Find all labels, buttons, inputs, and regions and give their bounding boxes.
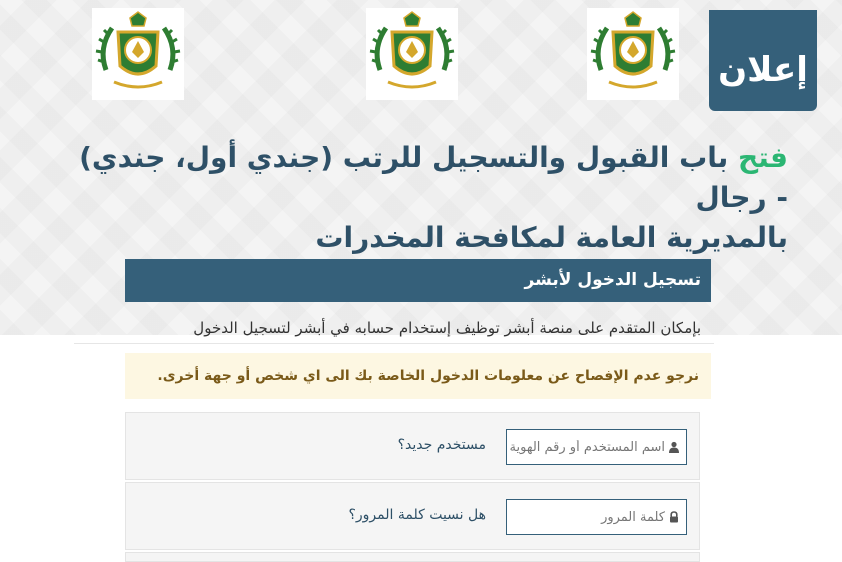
username-row xyxy=(125,412,700,480)
headline-accent: فتح xyxy=(738,141,788,174)
login-card-header xyxy=(125,259,711,302)
divider xyxy=(74,343,714,344)
password-input[interactable] xyxy=(506,510,665,525)
warning-alert-text: نرجو عدم الإفصاح عن معلومات الدخول الخاصة بك الى اي شخص أو جهة أخرى. xyxy=(157,368,699,384)
announcement-badge-label: إعلان xyxy=(718,49,808,90)
emblem-icon xyxy=(92,8,184,100)
password-row xyxy=(125,482,700,550)
new-user-link[interactable]: مستخدم جديد؟ xyxy=(397,437,486,453)
forgot-password-link[interactable]: هل نسيت كلمة المرور؟ xyxy=(348,507,486,523)
username-field[interactable] xyxy=(506,429,687,465)
login-intro-text: بإمكان المتقدم على منصة أبشر توظيف إستخدام حسابه في أبشر لتسجيل الدخول xyxy=(193,319,701,337)
emblem-icon xyxy=(366,8,458,100)
warning-alert xyxy=(125,353,711,399)
page-title xyxy=(68,138,788,258)
username-input[interactable] xyxy=(506,440,665,455)
headline-line-1-text: باب القبول والتسجيل للرتب (جندي أول، جندي) - رجال xyxy=(79,141,788,214)
headline-line-2: بالمديرية العامة لمكافحة المخدرات xyxy=(315,221,788,254)
announcement-badge xyxy=(709,10,817,111)
emblem-icon xyxy=(587,8,679,100)
lock-icon xyxy=(668,511,680,523)
headline-line-1 xyxy=(68,138,788,218)
login-card-title: تسجيل الدخول لأبشر xyxy=(524,270,701,290)
password-field[interactable] xyxy=(506,499,687,535)
form-row-partial xyxy=(125,552,700,562)
user-icon xyxy=(668,441,680,453)
